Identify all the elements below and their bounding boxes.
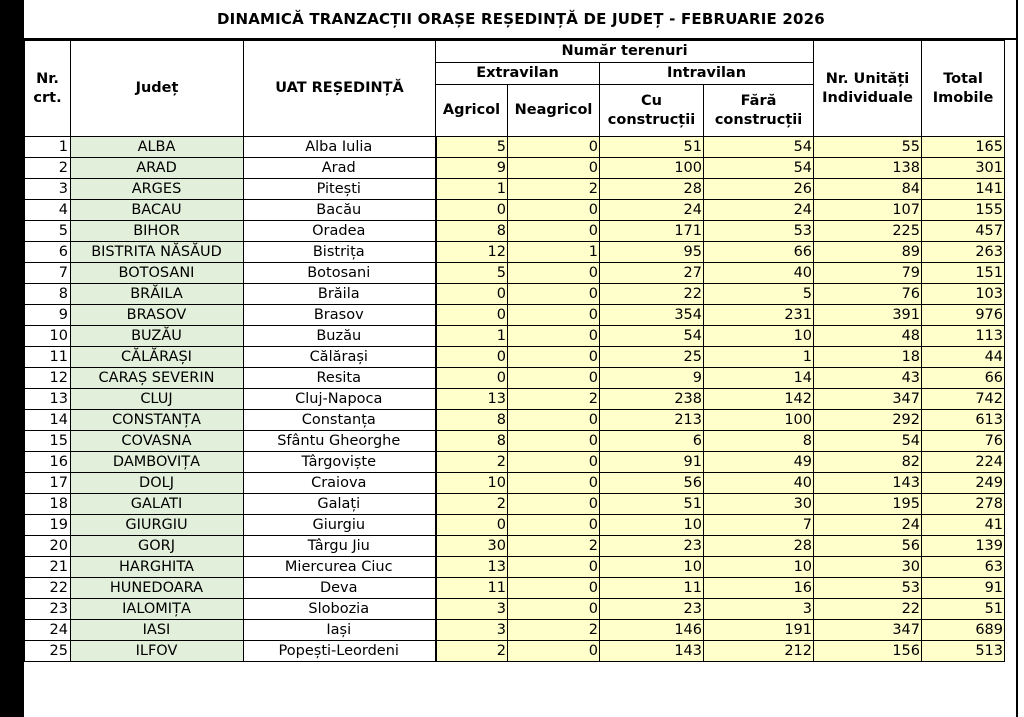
cell-neagricol: 0 xyxy=(508,368,600,389)
cell-neagricol: 2 xyxy=(508,620,600,641)
cell-agricol: 0 xyxy=(436,284,508,305)
cell-fara-constructii: 40 xyxy=(704,263,814,284)
cell-fara-constructii: 66 xyxy=(704,242,814,263)
cell-fara-constructii: 54 xyxy=(704,137,814,158)
cell-neagricol: 1 xyxy=(508,242,600,263)
cell-unitati: 391 xyxy=(814,305,922,326)
header-agricol: Agricol xyxy=(436,85,508,137)
cell-uat: Buzău xyxy=(244,326,436,347)
cell-uat: Alba Iulia xyxy=(244,137,436,158)
cell-unitati: 48 xyxy=(814,326,922,347)
table-row xyxy=(25,431,1005,452)
cell-neagricol: 0 xyxy=(508,305,600,326)
cell-fara-constructii: 14 xyxy=(704,368,814,389)
cell-unitati: 30 xyxy=(814,557,922,578)
cell-nr: 8 xyxy=(25,284,71,305)
cell-fara-constructii: 24 xyxy=(704,200,814,221)
cell-judet: HARGHITA xyxy=(71,557,244,578)
table-row xyxy=(25,620,1005,641)
left-edge-bar xyxy=(0,0,24,717)
cell-fara-constructii: 28 xyxy=(704,536,814,557)
table-row xyxy=(25,368,1005,389)
cell-total: 613 xyxy=(922,410,1005,431)
cell-nr: 25 xyxy=(25,641,71,662)
cell-judet: DAMBOVIȚA xyxy=(71,452,244,473)
cell-fara-constructii: 3 xyxy=(704,599,814,620)
cell-total: 44 xyxy=(922,347,1005,368)
cell-total: 63 xyxy=(922,557,1005,578)
cell-fara-constructii: 10 xyxy=(704,326,814,347)
cell-unitati: 138 xyxy=(814,158,922,179)
cell-total: 103 xyxy=(922,284,1005,305)
cell-unitati: 53 xyxy=(814,578,922,599)
table-row xyxy=(25,263,1005,284)
cell-judet: ARAD xyxy=(71,158,244,179)
cell-cu-constructii: 25 xyxy=(600,347,704,368)
header-total-imobile: Total Imobile xyxy=(922,41,1005,137)
cell-judet: BUZĂU xyxy=(71,326,244,347)
table-row xyxy=(25,557,1005,578)
cell-unitati: 84 xyxy=(814,179,922,200)
cell-cu-constructii: 171 xyxy=(600,221,704,242)
cell-agricol: 8 xyxy=(436,431,508,452)
cell-judet: ALBA xyxy=(71,137,244,158)
cell-total: 155 xyxy=(922,200,1005,221)
header-cu-constructii: Cu construcții xyxy=(600,85,704,137)
cell-agricol: 30 xyxy=(436,536,508,557)
cell-nr: 19 xyxy=(25,515,71,536)
table-row xyxy=(25,578,1005,599)
cell-neagricol: 0 xyxy=(508,326,600,347)
cell-cu-constructii: 9 xyxy=(600,368,704,389)
cell-neagricol: 0 xyxy=(508,137,600,158)
cell-cu-constructii: 24 xyxy=(600,200,704,221)
cell-unitati: 43 xyxy=(814,368,922,389)
cell-total: 689 xyxy=(922,620,1005,641)
cell-judet: ARGES xyxy=(71,179,244,200)
cell-nr: 14 xyxy=(25,410,71,431)
cell-agricol: 9 xyxy=(436,158,508,179)
cell-cu-constructii: 22 xyxy=(600,284,704,305)
cell-neagricol: 0 xyxy=(508,410,600,431)
cell-fara-constructii: 231 xyxy=(704,305,814,326)
header-judet: Județ xyxy=(71,41,244,137)
cell-agricol: 0 xyxy=(436,347,508,368)
cell-agricol: 10 xyxy=(436,473,508,494)
cell-uat: Călărași xyxy=(244,347,436,368)
cell-neagricol: 2 xyxy=(508,179,600,200)
header-numar-terenuri: Număr terenuri xyxy=(436,41,814,63)
table-row xyxy=(25,284,1005,305)
cell-nr: 6 xyxy=(25,242,71,263)
cell-nr: 12 xyxy=(25,368,71,389)
cell-cu-constructii: 51 xyxy=(600,137,704,158)
cell-judet: BIHOR xyxy=(71,221,244,242)
cell-neagricol: 0 xyxy=(508,431,600,452)
cell-agricol: 13 xyxy=(436,389,508,410)
cell-agricol: 5 xyxy=(436,263,508,284)
cell-neagricol: 0 xyxy=(508,599,600,620)
cell-agricol: 8 xyxy=(436,221,508,242)
cell-unitati: 82 xyxy=(814,452,922,473)
cell-cu-constructii: 213 xyxy=(600,410,704,431)
cell-agricol: 12 xyxy=(436,242,508,263)
table-row xyxy=(25,137,1005,158)
cell-uat: Oradea xyxy=(244,221,436,242)
cell-uat: Cluj-Napoca xyxy=(244,389,436,410)
cell-unitati: 24 xyxy=(814,515,922,536)
cell-total: 66 xyxy=(922,368,1005,389)
cell-uat: Resita xyxy=(244,368,436,389)
cell-nr: 16 xyxy=(25,452,71,473)
cell-total: 91 xyxy=(922,578,1005,599)
cell-judet: IALOMIȚA xyxy=(71,599,244,620)
cell-cu-constructii: 27 xyxy=(600,263,704,284)
cell-nr: 11 xyxy=(25,347,71,368)
cell-nr: 5 xyxy=(25,221,71,242)
cell-total: 263 xyxy=(922,242,1005,263)
cell-agricol: 1 xyxy=(436,326,508,347)
cell-neagricol: 0 xyxy=(508,578,600,599)
cell-neagricol: 2 xyxy=(508,389,600,410)
cell-unitati: 107 xyxy=(814,200,922,221)
cell-judet: CĂLĂRAȘI xyxy=(71,347,244,368)
cell-uat: Deva xyxy=(244,578,436,599)
table-row xyxy=(25,347,1005,368)
cell-uat: Pitești xyxy=(244,179,436,200)
cell-judet: BRĂILA xyxy=(71,284,244,305)
cell-judet: CARAȘ SEVERIN xyxy=(71,368,244,389)
cell-cu-constructii: 95 xyxy=(600,242,704,263)
cell-judet: BISTRITA NĂSĂUD xyxy=(71,242,244,263)
cell-fara-constructii: 191 xyxy=(704,620,814,641)
cell-cu-constructii: 143 xyxy=(600,641,704,662)
cell-nr: 3 xyxy=(25,179,71,200)
cell-cu-constructii: 146 xyxy=(600,620,704,641)
cell-uat: Slobozia xyxy=(244,599,436,620)
cell-cu-constructii: 100 xyxy=(600,158,704,179)
cell-nr: 1 xyxy=(25,137,71,158)
cell-judet: ILFOV xyxy=(71,641,244,662)
cell-total: 151 xyxy=(922,263,1005,284)
cell-uat: Bistrița xyxy=(244,242,436,263)
cell-total: 301 xyxy=(922,158,1005,179)
cell-neagricol: 0 xyxy=(508,284,600,305)
cell-agricol: 2 xyxy=(436,452,508,473)
cell-fara-constructii: 40 xyxy=(704,473,814,494)
cell-uat: Târgu Jiu xyxy=(244,536,436,557)
table-row xyxy=(25,494,1005,515)
cell-nr: 22 xyxy=(25,578,71,599)
table-row xyxy=(25,326,1005,347)
cell-unitati: 143 xyxy=(814,473,922,494)
cell-agricol: 2 xyxy=(436,494,508,515)
transactions-table xyxy=(24,40,1005,662)
cell-total: 76 xyxy=(922,431,1005,452)
cell-agricol: 2 xyxy=(436,641,508,662)
cell-judet: DOLJ xyxy=(71,473,244,494)
cell-fara-constructii: 7 xyxy=(704,515,814,536)
cell-neagricol: 0 xyxy=(508,515,600,536)
table-row xyxy=(25,242,1005,263)
cell-judet: GORJ xyxy=(71,536,244,557)
header-neagricol: Neagricol xyxy=(508,85,600,137)
cell-total: 51 xyxy=(922,599,1005,620)
cell-unitati: 225 xyxy=(814,221,922,242)
cell-cu-constructii: 56 xyxy=(600,473,704,494)
cell-total: 976 xyxy=(922,305,1005,326)
cell-total: 278 xyxy=(922,494,1005,515)
cell-fara-constructii: 54 xyxy=(704,158,814,179)
cell-cu-constructii: 51 xyxy=(600,494,704,515)
cell-cu-constructii: 91 xyxy=(600,452,704,473)
cell-agricol: 0 xyxy=(436,200,508,221)
cell-neagricol: 0 xyxy=(508,200,600,221)
header-extravilan: Extravilan xyxy=(436,63,600,85)
cell-judet: CLUJ xyxy=(71,389,244,410)
cell-total: 224 xyxy=(922,452,1005,473)
cell-agricol: 3 xyxy=(436,599,508,620)
table-row xyxy=(25,599,1005,620)
cell-total: 513 xyxy=(922,641,1005,662)
cell-uat: Galați xyxy=(244,494,436,515)
table-row xyxy=(25,389,1005,410)
cell-judet: GALATI xyxy=(71,494,244,515)
cell-nr: 17 xyxy=(25,473,71,494)
cell-fara-constructii: 49 xyxy=(704,452,814,473)
header-fara-constructii: Fără construcții xyxy=(704,85,814,137)
table-row xyxy=(25,473,1005,494)
cell-cu-constructii: 10 xyxy=(600,515,704,536)
cell-uat: Botosani xyxy=(244,263,436,284)
cell-unitati: 79 xyxy=(814,263,922,284)
header-unitati-individuale: Nr. Unități Individuale xyxy=(814,41,922,137)
cell-agricol: 11 xyxy=(436,578,508,599)
cell-judet: BOTOSANI xyxy=(71,263,244,284)
cell-total: 165 xyxy=(922,137,1005,158)
table-body xyxy=(25,137,1005,662)
spreadsheet xyxy=(24,0,1018,717)
cell-agricol: 3 xyxy=(436,620,508,641)
cell-neagricol: 2 xyxy=(508,536,600,557)
cell-neagricol: 0 xyxy=(508,494,600,515)
cell-agricol: 1 xyxy=(436,179,508,200)
header-nr-crt: Nr. crt. xyxy=(25,41,71,137)
cell-neagricol: 0 xyxy=(508,347,600,368)
cell-fara-constructii: 16 xyxy=(704,578,814,599)
cell-nr: 7 xyxy=(25,263,71,284)
cell-fara-constructii: 5 xyxy=(704,284,814,305)
page-title: DINAMICĂ TRANZACȚII ORAȘE REȘEDINȚĂ DE JUDEȚ - FEBRUARIE 2026 xyxy=(24,0,1018,40)
cell-uat: Iași xyxy=(244,620,436,641)
cell-nr: 2 xyxy=(25,158,71,179)
cell-unitati: 54 xyxy=(814,431,922,452)
cell-total: 141 xyxy=(922,179,1005,200)
cell-agricol: 0 xyxy=(436,368,508,389)
cell-agricol: 13 xyxy=(436,557,508,578)
cell-total: 139 xyxy=(922,536,1005,557)
cell-judet: IASI xyxy=(71,620,244,641)
cell-judet: HUNEDOARA xyxy=(71,578,244,599)
cell-neagricol: 0 xyxy=(508,557,600,578)
cell-total: 113 xyxy=(922,326,1005,347)
header-intravilan: Intravilan xyxy=(600,63,814,85)
cell-uat: Brăila xyxy=(244,284,436,305)
cell-fara-constructii: 1 xyxy=(704,347,814,368)
cell-unitati: 22 xyxy=(814,599,922,620)
cell-nr: 23 xyxy=(25,599,71,620)
cell-neagricol: 0 xyxy=(508,263,600,284)
cell-unitati: 55 xyxy=(814,137,922,158)
cell-agricol: 5 xyxy=(436,137,508,158)
cell-total: 249 xyxy=(922,473,1005,494)
cell-agricol: 0 xyxy=(436,515,508,536)
cell-unitati: 156 xyxy=(814,641,922,662)
cell-uat: Târgoviște xyxy=(244,452,436,473)
cell-neagricol: 0 xyxy=(508,473,600,494)
cell-fara-constructii: 212 xyxy=(704,641,814,662)
cell-nr: 13 xyxy=(25,389,71,410)
cell-nr: 24 xyxy=(25,620,71,641)
cell-neagricol: 0 xyxy=(508,158,600,179)
cell-unitati: 292 xyxy=(814,410,922,431)
cell-uat: Bacău xyxy=(244,200,436,221)
cell-unitati: 76 xyxy=(814,284,922,305)
cell-nr: 15 xyxy=(25,431,71,452)
cell-uat: Miercurea Ciuc xyxy=(244,557,436,578)
cell-neagricol: 0 xyxy=(508,452,600,473)
cell-judet: CONSTANȚA xyxy=(71,410,244,431)
table-row xyxy=(25,410,1005,431)
cell-fara-constructii: 142 xyxy=(704,389,814,410)
cell-unitati: 56 xyxy=(814,536,922,557)
cell-fara-constructii: 8 xyxy=(704,431,814,452)
cell-unitati: 195 xyxy=(814,494,922,515)
cell-nr: 9 xyxy=(25,305,71,326)
cell-cu-constructii: 23 xyxy=(600,536,704,557)
cell-nr: 10 xyxy=(25,326,71,347)
cell-judet: GIURGIU xyxy=(71,515,244,536)
cell-agricol: 8 xyxy=(436,410,508,431)
cell-uat: Arad xyxy=(244,158,436,179)
cell-unitati: 18 xyxy=(814,347,922,368)
cell-unitati: 347 xyxy=(814,389,922,410)
table-row xyxy=(25,452,1005,473)
table-row xyxy=(25,200,1005,221)
cell-fara-constructii: 26 xyxy=(704,179,814,200)
cell-nr: 21 xyxy=(25,557,71,578)
table-row xyxy=(25,641,1005,662)
cell-cu-constructii: 354 xyxy=(600,305,704,326)
cell-uat: Giurgiu xyxy=(244,515,436,536)
cell-fara-constructii: 10 xyxy=(704,557,814,578)
cell-fara-constructii: 100 xyxy=(704,410,814,431)
cell-uat: Constanța xyxy=(244,410,436,431)
cell-cu-constructii: 10 xyxy=(600,557,704,578)
cell-judet: BRASOV xyxy=(71,305,244,326)
cell-nr: 18 xyxy=(25,494,71,515)
cell-total: 457 xyxy=(922,221,1005,242)
table-row xyxy=(25,515,1005,536)
cell-unitati: 89 xyxy=(814,242,922,263)
cell-cu-constructii: 11 xyxy=(600,578,704,599)
cell-fara-constructii: 53 xyxy=(704,221,814,242)
cell-fara-constructii: 30 xyxy=(704,494,814,515)
cell-uat: Craiova xyxy=(244,473,436,494)
cell-cu-constructii: 238 xyxy=(600,389,704,410)
cell-agricol: 0 xyxy=(436,305,508,326)
table-row xyxy=(25,221,1005,242)
cell-uat: Brasov xyxy=(244,305,436,326)
table-row xyxy=(25,536,1005,557)
table-row xyxy=(25,158,1005,179)
cell-neagricol: 0 xyxy=(508,221,600,242)
cell-neagricol: 0 xyxy=(508,641,600,662)
cell-cu-constructii: 6 xyxy=(600,431,704,452)
cell-cu-constructii: 23 xyxy=(600,599,704,620)
cell-unitati: 347 xyxy=(814,620,922,641)
cell-judet: BACAU xyxy=(71,200,244,221)
cell-uat: Popești-Leordeni xyxy=(244,641,436,662)
table-row xyxy=(25,179,1005,200)
cell-uat: Sfântu Gheorghe xyxy=(244,431,436,452)
cell-cu-constructii: 54 xyxy=(600,326,704,347)
cell-nr: 20 xyxy=(25,536,71,557)
header-uat: UAT REȘEDINȚĂ xyxy=(244,41,436,137)
table-row xyxy=(25,305,1005,326)
cell-cu-constructii: 28 xyxy=(600,179,704,200)
cell-total: 742 xyxy=(922,389,1005,410)
cell-total: 41 xyxy=(922,515,1005,536)
cell-nr: 4 xyxy=(25,200,71,221)
cell-judet: COVASNA xyxy=(71,431,244,452)
